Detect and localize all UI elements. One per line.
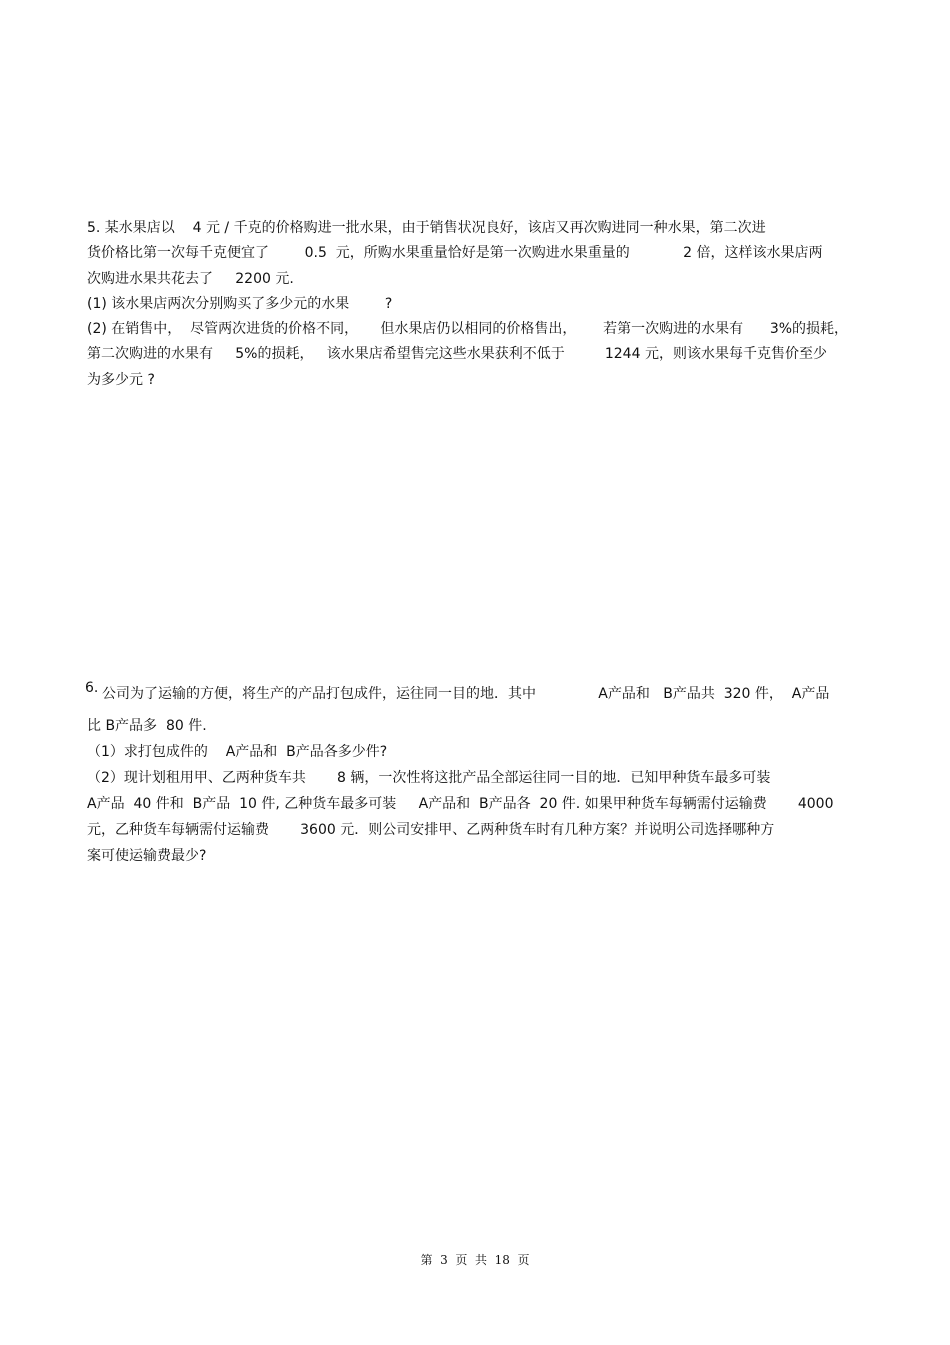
q6-part-2-line-4: 案可使运输费最少? [87, 848, 207, 864]
q5-part-2-line-2: 第二次购进的水果有 5%的损耗， 该水果店希望售完这些水果获利不低于 1244 元，则该水果每千克售价至少 [87, 346, 827, 362]
q5-line-2: 货价格比第一次每千克便宜了 0.5 元，所购水果重量恰好是第一次购进水果重量的 2 倍，这样该水果店两 [87, 245, 823, 261]
q6-line-2: 比 B产品多 80 件. [87, 718, 207, 734]
page-number: 第 3 页 共 18 页 [420, 1253, 530, 1267]
q6-part-1: （1）求打包成件的 A产品和 B产品各多少件? [87, 744, 388, 760]
q6-part-2-line-2: A产品 40 件和 B产品 10 件, 乙种货车最多可装 A产品和 B产品各 20 件. 如果甲种货车每辆需付运输费 4000 [87, 796, 834, 812]
q6-part-2-line-1: （2）现计划租用甲、乙两种货车共 8 辆，一次性将这批产品全部运往同一目的地．已知甲种货车最多可装 [87, 770, 771, 786]
q5-line-3: 次购进水果共花去了 2200 元. [87, 271, 294, 287]
q5-line-1: 5. 某水果店以 4 元 / 千克的价格购进一批水果，由于销售状况良好，该店又再次购进同一种水果，第二次进 [87, 220, 766, 236]
q6-number: 6. [85, 680, 99, 696]
q5-part-2-line-1: (2) 在销售中， 尽管两次进货的价格不同， 但水果店仍以相同的价格售出， 若第一次购进的水果有 3%的损耗， [87, 321, 849, 337]
q5-part-2-line-3: 为多少元 ? [87, 372, 155, 388]
q5-part-1: (1) 该水果店两次分别购买了多少元的水果 ? [87, 296, 393, 312]
q6-line-1: 公司为了运输的方便，将生产的产品打包成件，运往同一目的地．其中 A产品和 B产品共 320 件， A产品 [102, 686, 830, 702]
q6-part-2-line-3: 元，乙种货车每辆需付运输费 3600 元．则公司安排甲、乙两种货车时有几种方案？并说明公司选择哪种方 [87, 822, 775, 838]
